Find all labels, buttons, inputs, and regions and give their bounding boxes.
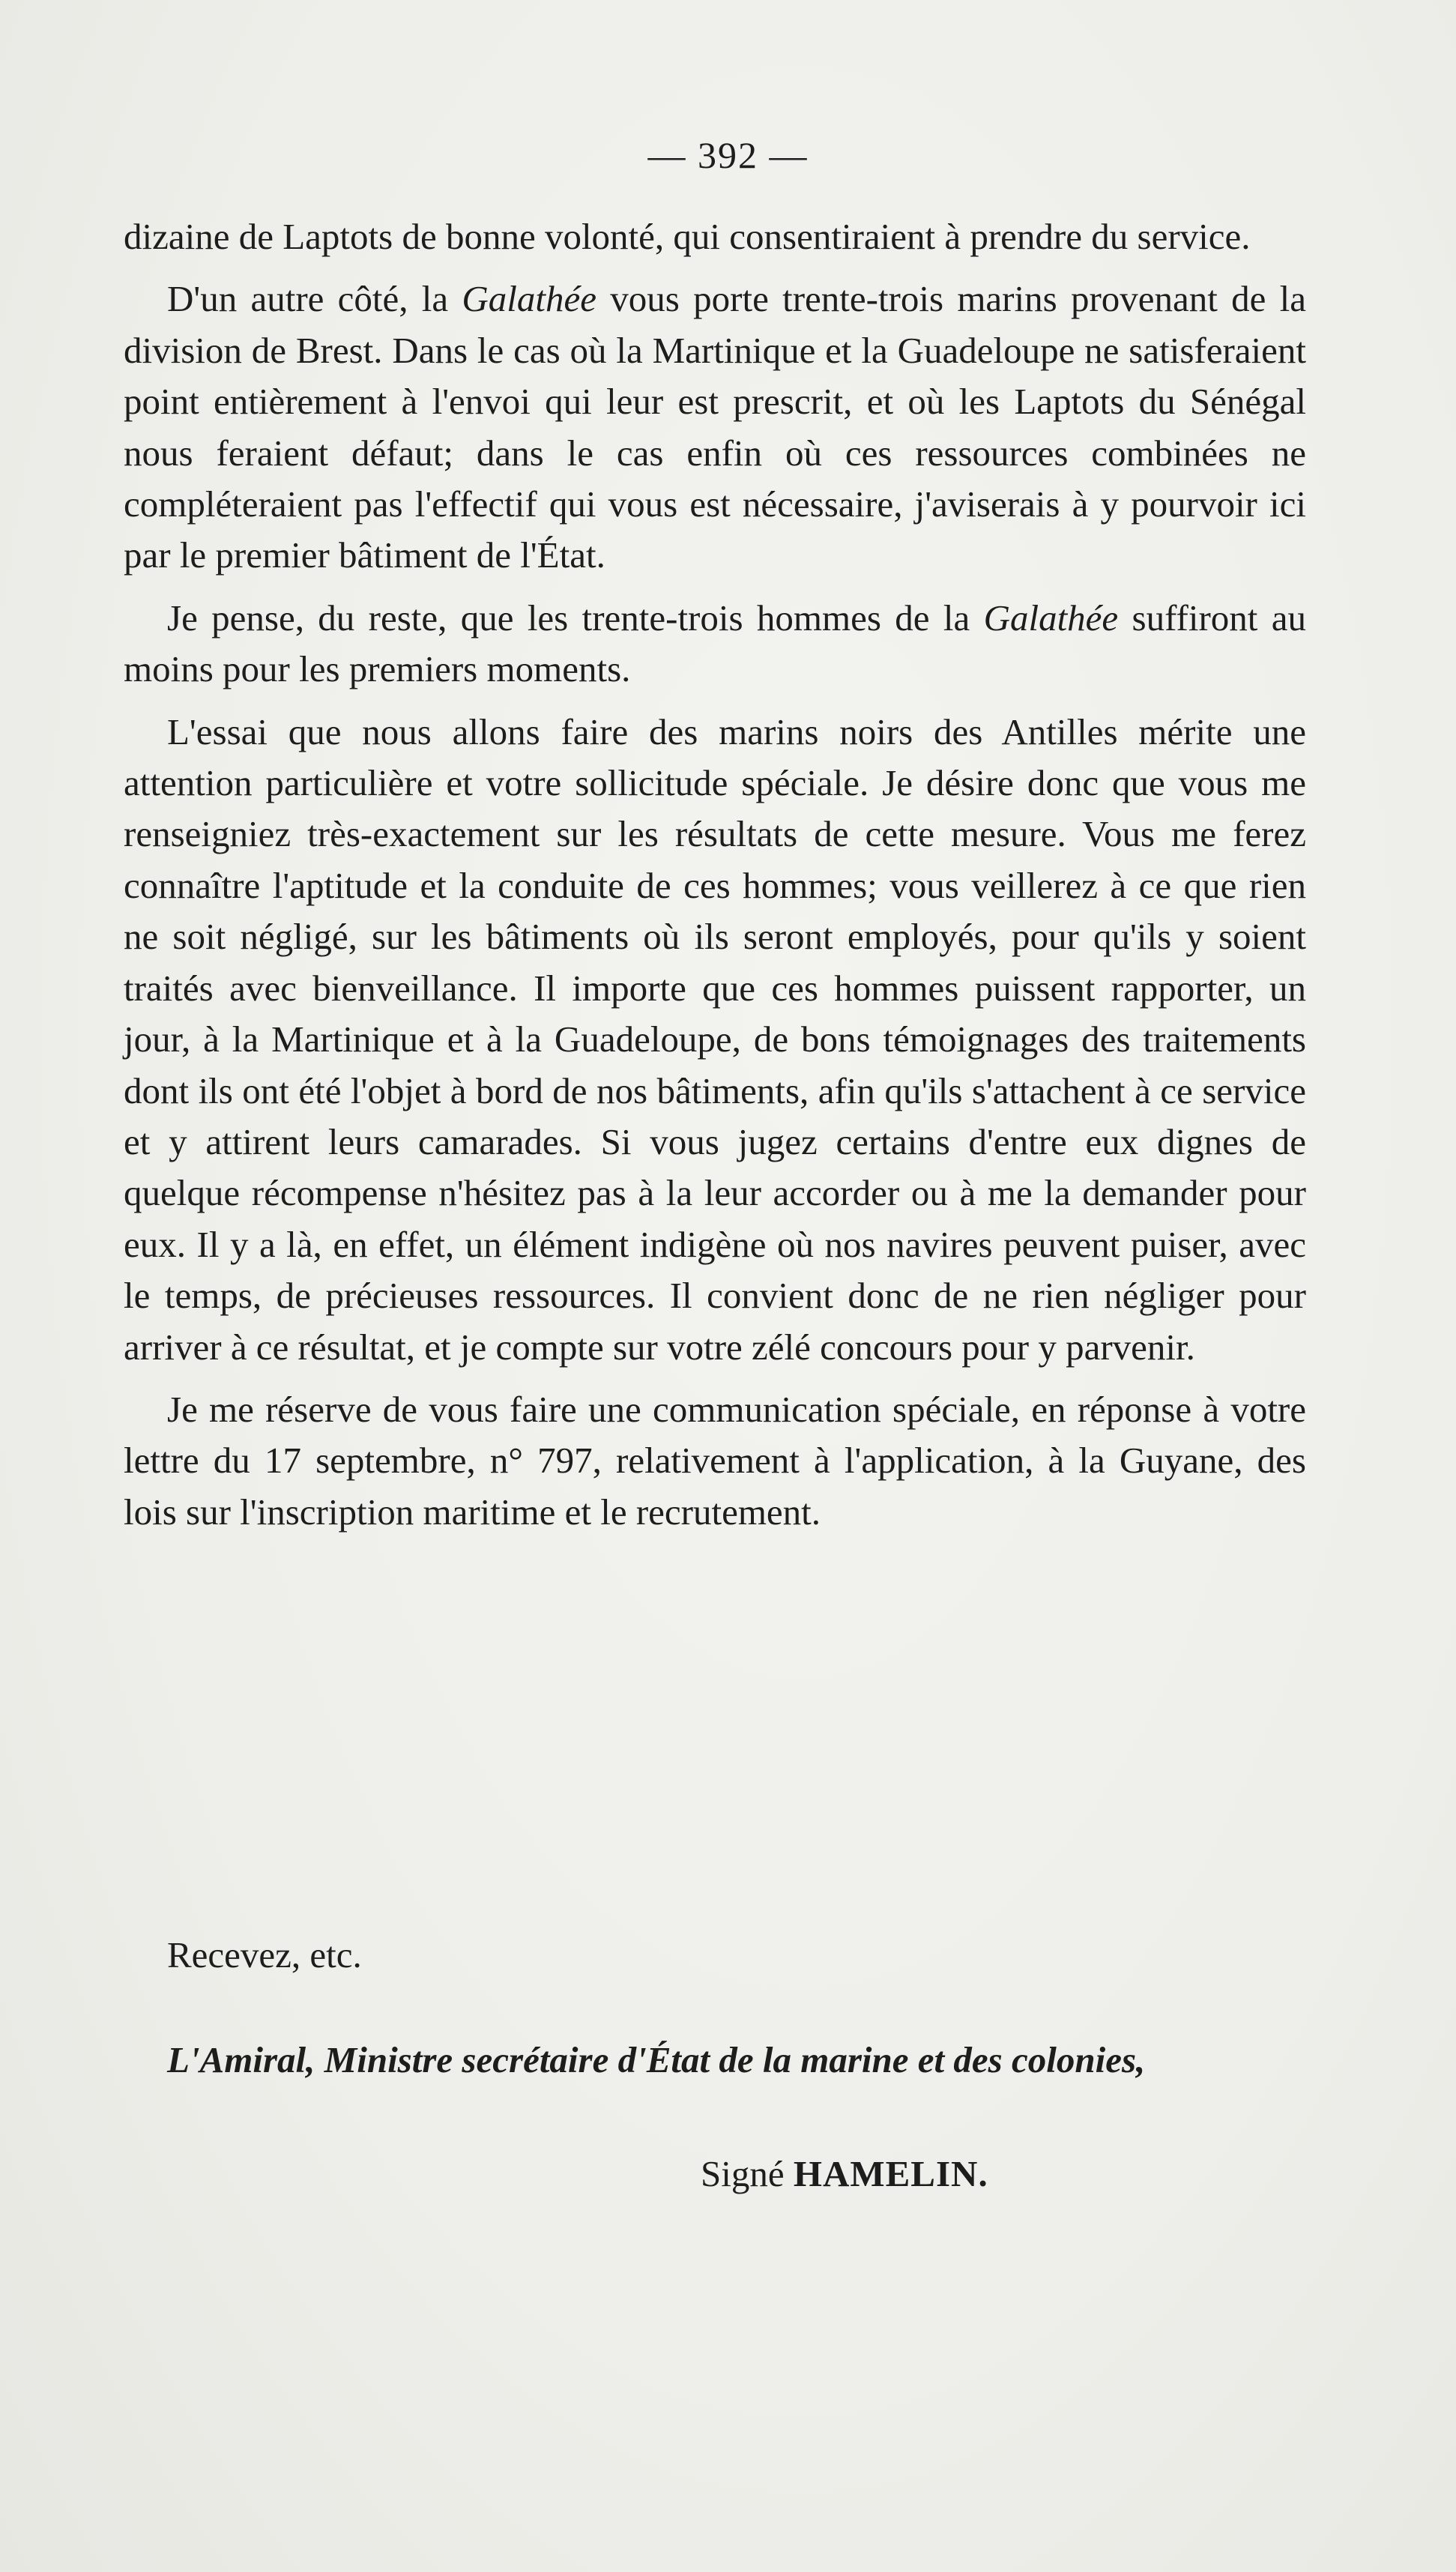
ship-name: Galathée <box>983 597 1119 639</box>
paragraph-text: Je pense, du reste, que les trente-trois hommes de la <box>167 597 984 639</box>
paragraph-galathee-marins <box>124 274 1306 581</box>
closing-formula: Recevez, etc. <box>167 1934 362 1975</box>
signature <box>701 2152 988 2195</box>
body-text <box>124 211 1306 1549</box>
paragraph-text: D'un autre côté, la <box>167 278 462 320</box>
signatory-name: HAMELIN. <box>793 2153 988 2194</box>
signed-label: Signé <box>701 2153 785 2194</box>
paragraph-trente-trois-hommes <box>124 593 1306 695</box>
ship-name: Galathée <box>462 278 597 320</box>
paragraph-text: vous porte trente-trois marins provenant de la division de Brest. Dans le cas où la Martinique et la Guadeloupe ne satisferaient point entièrement à l'envoi qui leur est prescrit, et où les Laptots du Sénégal nous feraient défaut; dans le cas enfin où ces ressources combinées ne compléteraient pas l'effectif qui vous est nécessaire, j'aviserais à y pourvoir ici par le premier bâtiment de l'État. <box>124 278 1306 576</box>
paragraph-communication-speciale: Je me réserve de vous faire une communication spéciale, en réponse à votre lettre du 17 septembre, n° 797, relativement à l'application, à la Guyane, des lois sur l'inscription maritime et le recrutement. <box>124 1388 1306 1533</box>
paragraph-continuation: dizaine de Laptots de bonne volonté, qui consentiraient à prendre du service. <box>124 216 1251 257</box>
paragraph-text: suffiront au moins pour les premiers moments. <box>124 597 1306 690</box>
signature-title: L'Amiral, Ministre secrétaire d'État de la marine et des colonies, <box>167 2039 1146 2080</box>
paragraph-essai-marins-noirs: L'essai que nous allons faire des marins noirs des Antilles mérite une attention particulière et votre sollicitude spéciale. Je désire donc que vous me renseigniez très-exactement sur les résultats de cette mesure. Vous me ferez connaître l'aptitude et la conduite de ces hommes; vous veillerez à ce que rien ne soit négligé, sur les bâtiments où ils seront employés, pour qu'ils y soient traités avec bienveillance. Il importe que ces hommes puissent rapporter, un jour, à la Martinique et à la Guadeloupe, de bons témoignages des traitements dont ils ont été l'objet à bord de nos bâtiments, afin qu'ils s'attachent à ce service et y attirent leurs camarades. Si vous jugez certains d'entre eux dignes de quelque récompense n'hésitez pas à la leur accorder ou à me la demander pour eux. Il y a là, en effet, un élément indigène où nos navires peuvent puiser, avec le temps, de précieuses ressources. Il convient donc de ne rien négliger pour arriver à ce résultat, et je compte sur votre zélé concours pour y parvenir. <box>124 710 1306 1368</box>
page-number: — 392 — <box>647 134 809 176</box>
